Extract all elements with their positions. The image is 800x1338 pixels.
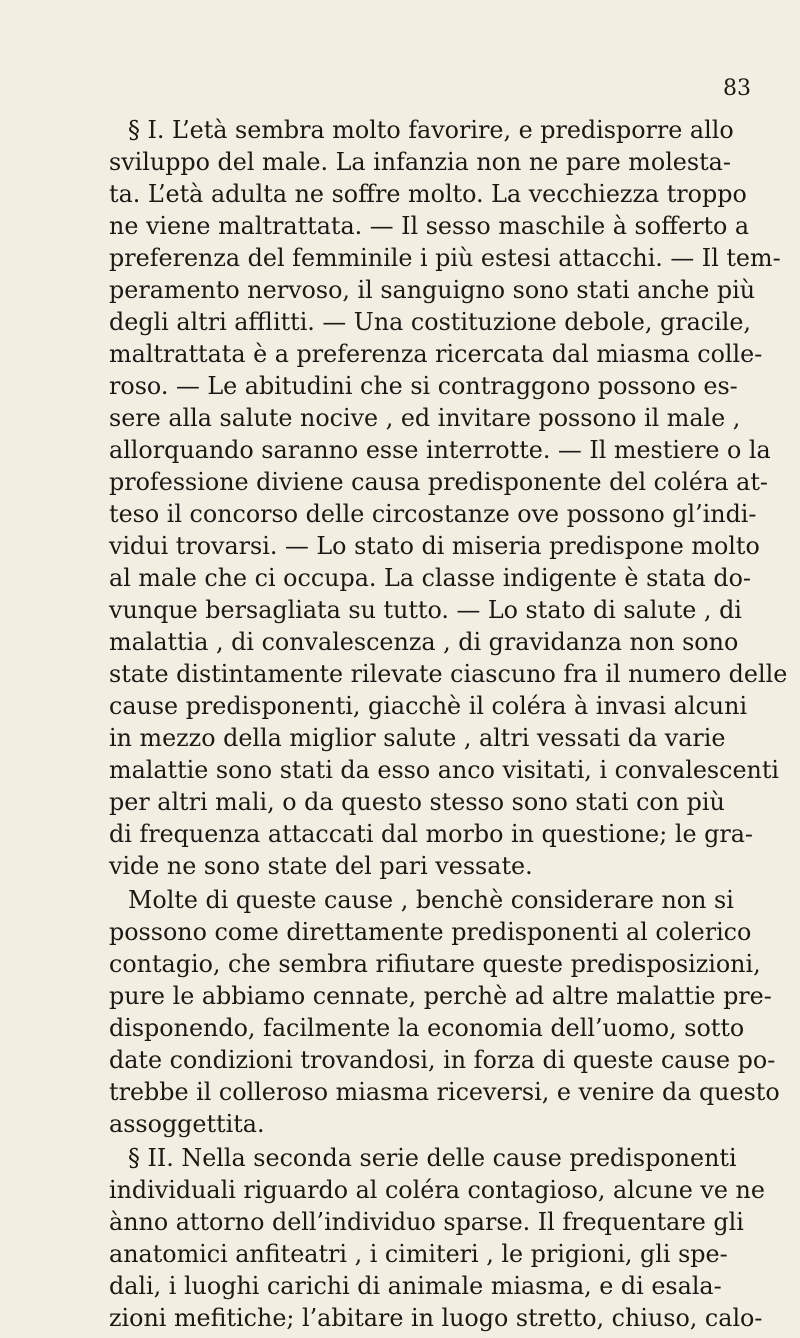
text-line: sere alla salute nocive , ed invitare possono il male ,: [109, 404, 741, 432]
text-line: malattie sono stati da esso anco visitati, i convalescenti: [109, 756, 780, 784]
text-line: cause predisponenti, giacchè il coléra à invasi alcuni: [109, 692, 748, 720]
text-line: dali, i luoghi carichi di animale miasma, e di esala-: [109, 1272, 722, 1300]
text-line: disponendo, facilmente la economia dell’uomo, sotto: [109, 1014, 745, 1042]
text-line: malattia , di convalescenza , di gravidanza non sono: [109, 628, 739, 656]
text-line: pure le abbiamo cennate, perchè ad altre malattie pre-: [109, 982, 772, 1010]
text-line: ànno attorno dell’individuo sparse. Il frequentare gli: [109, 1208, 744, 1236]
text-line: § II. Nella seconda serie delle cause predisponenti: [128, 1144, 737, 1172]
text-line: sviluppo del male. La infanzia non ne pare molesta-: [109, 148, 731, 176]
text-line: preferenza del femminile i più estesi attacchi. — Il tem-: [109, 244, 781, 272]
text-line: Molte di queste cause , benchè considerare non si: [128, 886, 734, 914]
text-line: allorquando saranno esse interrotte. — Il mestiere o la: [109, 436, 771, 464]
text-line: state distintamente rilevate ciascuno fra il numero delle: [109, 660, 788, 688]
text-line: date condizioni trovandosi, in forza di queste cause po-: [109, 1046, 776, 1074]
text-line: in mezzo della miglior salute , altri vessati da varie: [109, 724, 726, 752]
text-line: ne viene maltrattata. — Il sesso maschile à sofferto a: [109, 212, 750, 240]
text-line: peramento nervoso, il sanguigno sono stati anche più: [109, 276, 756, 304]
text-line: maltrattata è a preferenza ricercata dal miasma colle-: [109, 340, 763, 368]
text-line: al male che ci occupa. La classe indigente è stata do-: [109, 564, 751, 592]
text-line: degli altri afflitti. — Una costituzione debole, gracile,: [109, 308, 751, 336]
text-line: vunque bersagliata su tutto. — Lo stato di salute , di: [109, 596, 742, 624]
text-line: zioni mefitiche; l’abitare in luogo stretto, chiuso, calo-: [109, 1304, 763, 1332]
text-line: assoggettita.: [109, 1110, 265, 1138]
text-line: di frequenza attaccati dal morbo in questione; le gra-: [109, 820, 753, 848]
text-line: anatomici anfiteatri , i cimiteri , le prigioni, gli spe-: [109, 1240, 728, 1268]
page-number: 83: [723, 76, 751, 101]
text-line: vidui trovarsi. — Lo stato di miseria predispone molto: [109, 532, 760, 560]
text-line: contagio, che sembra rifiutare queste predisposizioni,: [109, 950, 761, 978]
text-line: § I. L’età sembra molto favorire, e predisporre allo: [128, 116, 734, 144]
text-line: individuali riguardo al coléra contagioso, alcune ve ne: [109, 1176, 765, 1204]
text-line: possono come direttamente predisponenti al colerico: [109, 918, 752, 946]
text-line: roso. — Le abitudini che si contraggono possono es-: [109, 372, 738, 400]
text-line: per altri mali, o da questo stesso sono stati con più: [109, 788, 725, 816]
text-line: professione diviene causa predisponente del coléra at-: [109, 468, 768, 496]
text-line: trebbe il colleroso miasma riceversi, e venire da questo: [109, 1078, 780, 1106]
text-line: ta. L’età adulta ne soffre molto. La vecchiezza troppo: [109, 180, 747, 208]
text-line: teso il concorso delle circostanze ove possono gl’indi-: [109, 500, 757, 528]
text-line: vide ne sono state del pari vessate.: [109, 852, 533, 880]
